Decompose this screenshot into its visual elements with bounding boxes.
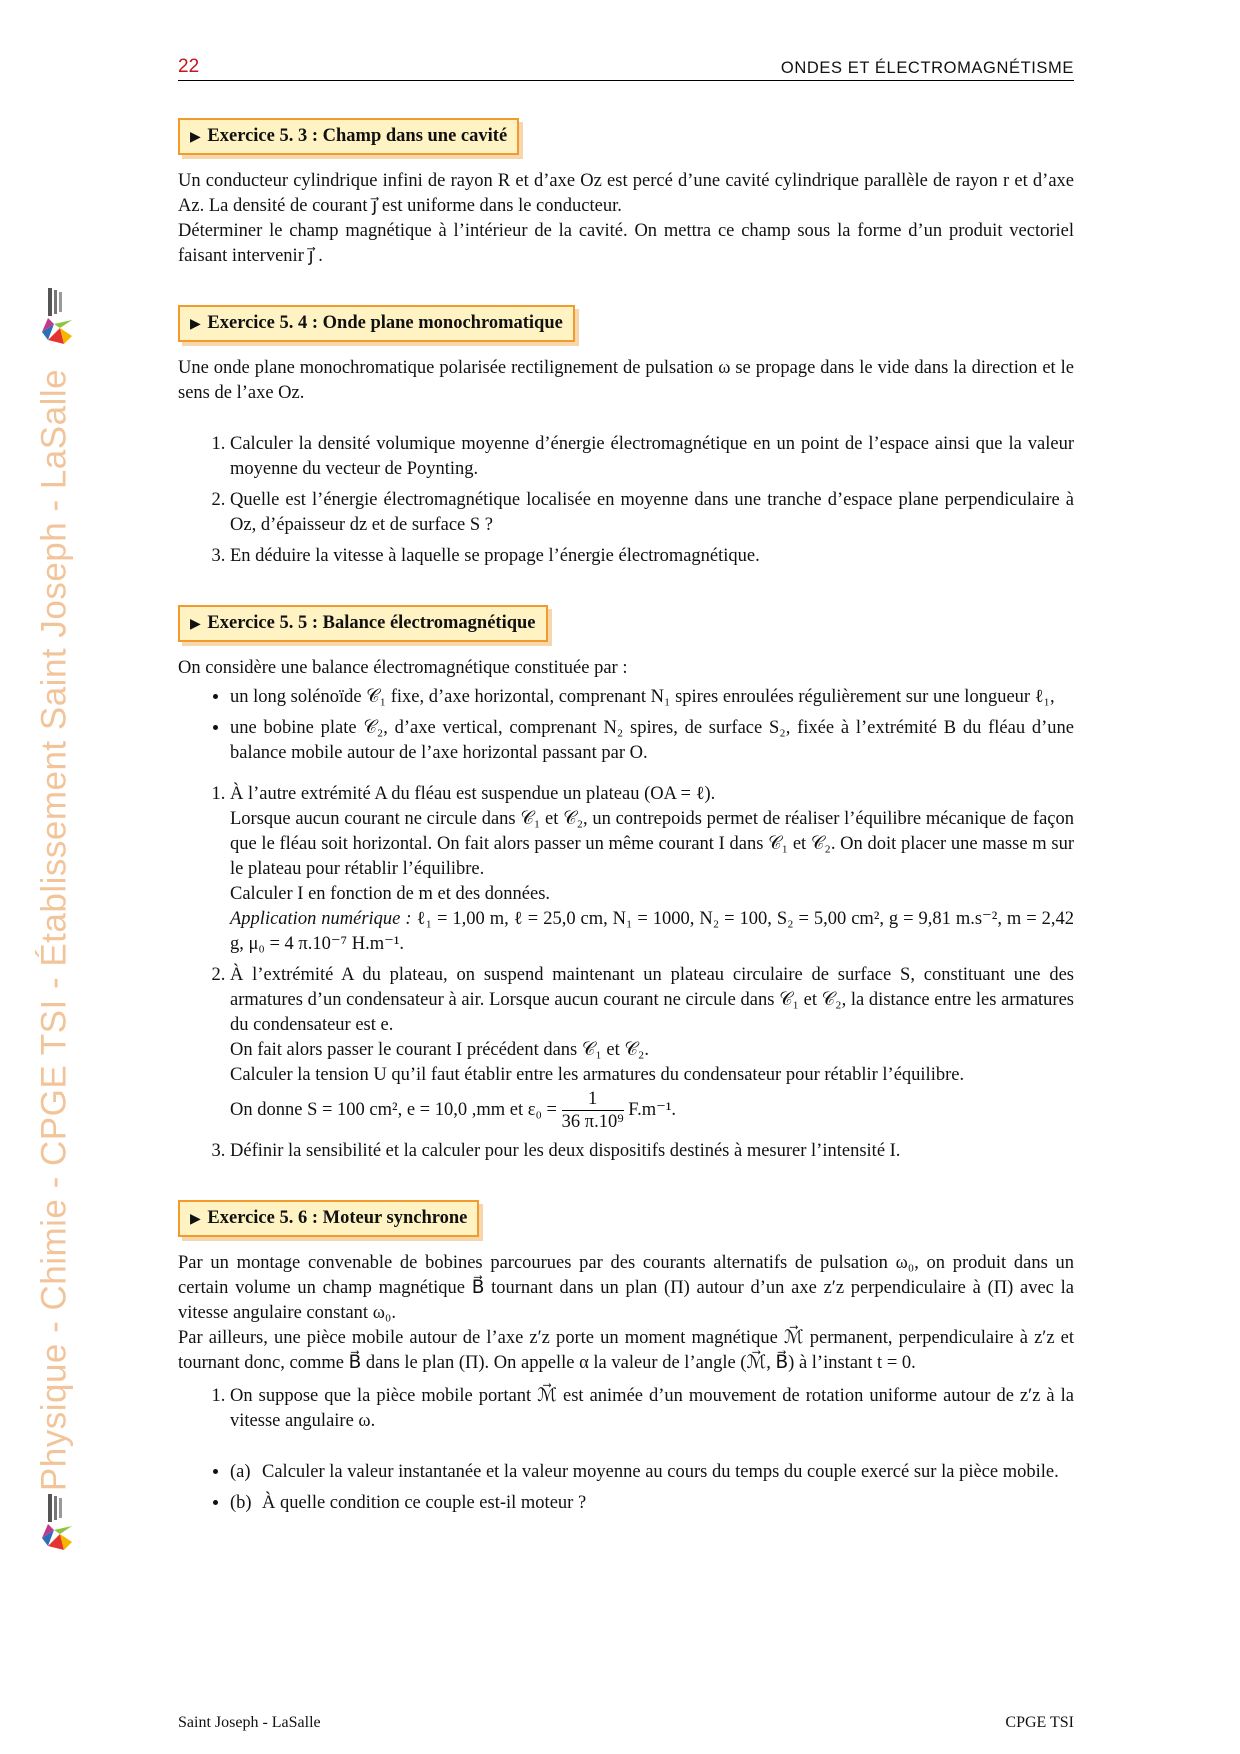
paragraph: Par un montage convenable de bobines parcourues par des courants alternatifs de pulsation ω₀, on produit dans un certain volume un champ magnétique B⃗ tournant dans un plan (Π) autour d’un axe z′z perpendiculaire à (Π) avec la vitesse angulaire constant ω₀.: [178, 1253, 1074, 1323]
paragraph: Déterminer le champ magnétique à l’intérieur de la cavité. On mettra ce champ sous la forme d’un produit vectoriel faisant intervenir j⃗ .: [178, 221, 1074, 266]
exercise-title: Exercice 5. 5 : Balance électromagnétique: [207, 613, 536, 633]
footer-right: CPGE TSI: [1005, 1714, 1074, 1731]
exercise-title: Exercice 5. 4 : Onde plane monochromatique: [207, 313, 563, 333]
sub-question-list: [230, 1460, 1074, 1516]
triangle-icon: ▶: [190, 1212, 201, 1227]
question-line: [230, 1088, 1074, 1133]
bullet-list: [178, 685, 1074, 766]
question-line: 1. On suppose que la pièce mobile portant ℳ⃗ est animée d’un mouvement de rotation uniforme autour de z′z à la vitesse angulaire ω.: [230, 1386, 1074, 1431]
question-line: Calculer I en fonction de m et des données.: [230, 884, 551, 904]
sub-question-item: [230, 1491, 1074, 1516]
numeric-application-label: Application numérique :: [230, 909, 412, 929]
sidebar-vertical-text: Physique - Chimie - CPGE TSI - Établissement Saint Joseph - LaSalle: [34, 368, 74, 1492]
fraction-numerator: 1: [562, 1088, 624, 1111]
main-content: [178, 118, 1074, 1552]
question-item: 1. Calculer la densité volumique moyenne d’énergie électromagnétique en un point de l’espace ainsi que la valeur moyenne du vecteur de Poynting.: [230, 432, 1074, 482]
question-item: 3. Définir la sensibilité et la calculer pour les deux dispositifs destinés à mesurer l’intensité I.: [230, 1139, 1074, 1164]
exercise-title-box: [178, 605, 548, 642]
school-logo-icon: [34, 1490, 78, 1554]
fraction-denominator: 36 π.10⁹: [561, 1112, 624, 1132]
exercise-title-box: [178, 305, 575, 342]
unit: F.m⁻¹.: [628, 1099, 677, 1120]
numeric-application-values: ℓ₁ = 1,00 m, ℓ = 25,0 cm, N₁ = 1000, N₂ = 100, S₂ = 5,00 cm², g = 9,81 m.s⁻², m = 2,42 g, μ₀ = 4 π.10⁻⁷ H.m⁻¹.: [230, 909, 1075, 954]
sidebar-watermark: [24, 290, 84, 1570]
page-number: 22: [178, 56, 200, 77]
running-title: ONDES ET ÉLECTROMAGNÉTISME: [780, 59, 1074, 77]
exercise-5-6: [178, 1200, 1074, 1516]
question-item: [230, 963, 1074, 1133]
question-line: Lorsque aucun courant ne circule dans 𝒞₁ et 𝒞₂, un contrepoids permet de réaliser l’équilibre mécanique de façon que le fléau soit horizontal. On fait alors passer un même courant I dans 𝒞₁ et 𝒞₂. On doit placer une masse m sur le plateau pour rétablir l’équilibre.: [230, 809, 1074, 879]
footer-left: Saint Joseph - LaSalle: [178, 1714, 321, 1731]
question-item: 3. En déduire la vitesse à laquelle se propage l’énergie électromagnétique.: [230, 544, 1074, 569]
question-item: 2. Quelle est l’énergie électromagnétique localisée en moyenne dans une tranche d’espace plane perpendiculaire à Oz, d’épaisseur dz et de surface S ?: [230, 488, 1074, 538]
exercise-5-4: [178, 305, 1074, 569]
question-line: 1. À l’autre extrémité A du fléau est suspendue un plateau (OA = ℓ).: [230, 784, 716, 804]
question-line: Calculer la tension U qu’il faut établir entre les armatures du condensateur pour rétablir l’équilibre.: [230, 1065, 965, 1085]
sub-question-item: [230, 1460, 1074, 1485]
exercise-title-box: [178, 118, 519, 155]
paragraph: Une onde plane monochromatique polarisée rectilignement de pulsation ω se propage dans le vide dans la direction et le sens de l’axe Oz.: [178, 358, 1074, 403]
sub-question-text: Calculer la valeur instantanée et la valeur moyenne au cours du temps du couple exercé sur la pièce mobile.: [262, 1462, 1059, 1482]
epsilon-fraction: [562, 1088, 624, 1133]
given-values: On donne S = 100 cm², e = 10,0 ,mm et ε₀ =: [230, 1099, 557, 1120]
question-line: On fait alors passer le courant I précédent dans 𝒞₁ et 𝒞₂.: [230, 1040, 649, 1060]
question-item: [230, 782, 1074, 957]
paragraph: Un conducteur cylindrique infini de rayon R et d’axe Oz est percé d’une cavité cylindrique parallèle de rayon r et d’axe Az. La densité de courant j⃗ est uniforme dans le conducteur.: [178, 171, 1074, 216]
exercise-title-box: [178, 1200, 479, 1237]
exercise-5-3: [178, 118, 1074, 269]
school-logo-icon: [34, 284, 78, 348]
sub-question-label: • (b): [230, 1493, 252, 1513]
question-list: [178, 782, 1074, 1164]
question-line: 2. À l’extrémité A du plateau, on suspend maintenant un plateau circulaire de surface S, constituant une des armatures d’un condensateur à air. Lorsque aucun courant ne circule dans 𝒞₁ et 𝒞₂, la distance entre les armatures du condensateur est e.: [230, 965, 1074, 1035]
question-list: [178, 432, 1074, 569]
paragraph: On considère une balance électromagnétique constituée par :: [178, 658, 628, 678]
paragraph: Par ailleurs, une pièce mobile autour de l’axe z′z porte un moment magnétique ℳ⃗ permanent, perpendiculaire à z′z et tournant donc, comme B⃗ dans le plan (Π). On appelle α la valeur de l’angle (ℳ⃗, B⃗) à l’instant t = 0.: [178, 1328, 1074, 1373]
exercise-title: Exercice 5. 6 : Moteur synchrone: [207, 1208, 468, 1228]
triangle-icon: ▶: [190, 130, 201, 145]
exercise-5-5: [178, 605, 1074, 1164]
triangle-icon: ▶: [190, 317, 201, 332]
page-header: [178, 54, 1074, 81]
bullet-item: • un long solénoïde 𝒞₁ fixe, d’axe horizontal, comprenant N₁ spires enroulées régulièrement sur une longueur ℓ₁,: [230, 685, 1074, 710]
sub-question-label: • (a): [230, 1462, 251, 1482]
question-list: [178, 1384, 1074, 1516]
sub-question-text: À quelle condition ce couple est-il moteur ?: [262, 1493, 587, 1513]
triangle-icon: ▶: [190, 617, 201, 632]
numeric-application: [230, 907, 1074, 957]
question-item: [230, 1384, 1074, 1516]
exercise-title: Exercice 5. 3 : Champ dans une cavité: [207, 126, 508, 146]
bullet-item: • une bobine plate 𝒞₂, d’axe vertical, comprenant N₂ spires, de surface S₂, fixée à l’extrémité B du fléau d’une balance mobile autour de l’axe horizontal passant par O.: [230, 716, 1074, 766]
